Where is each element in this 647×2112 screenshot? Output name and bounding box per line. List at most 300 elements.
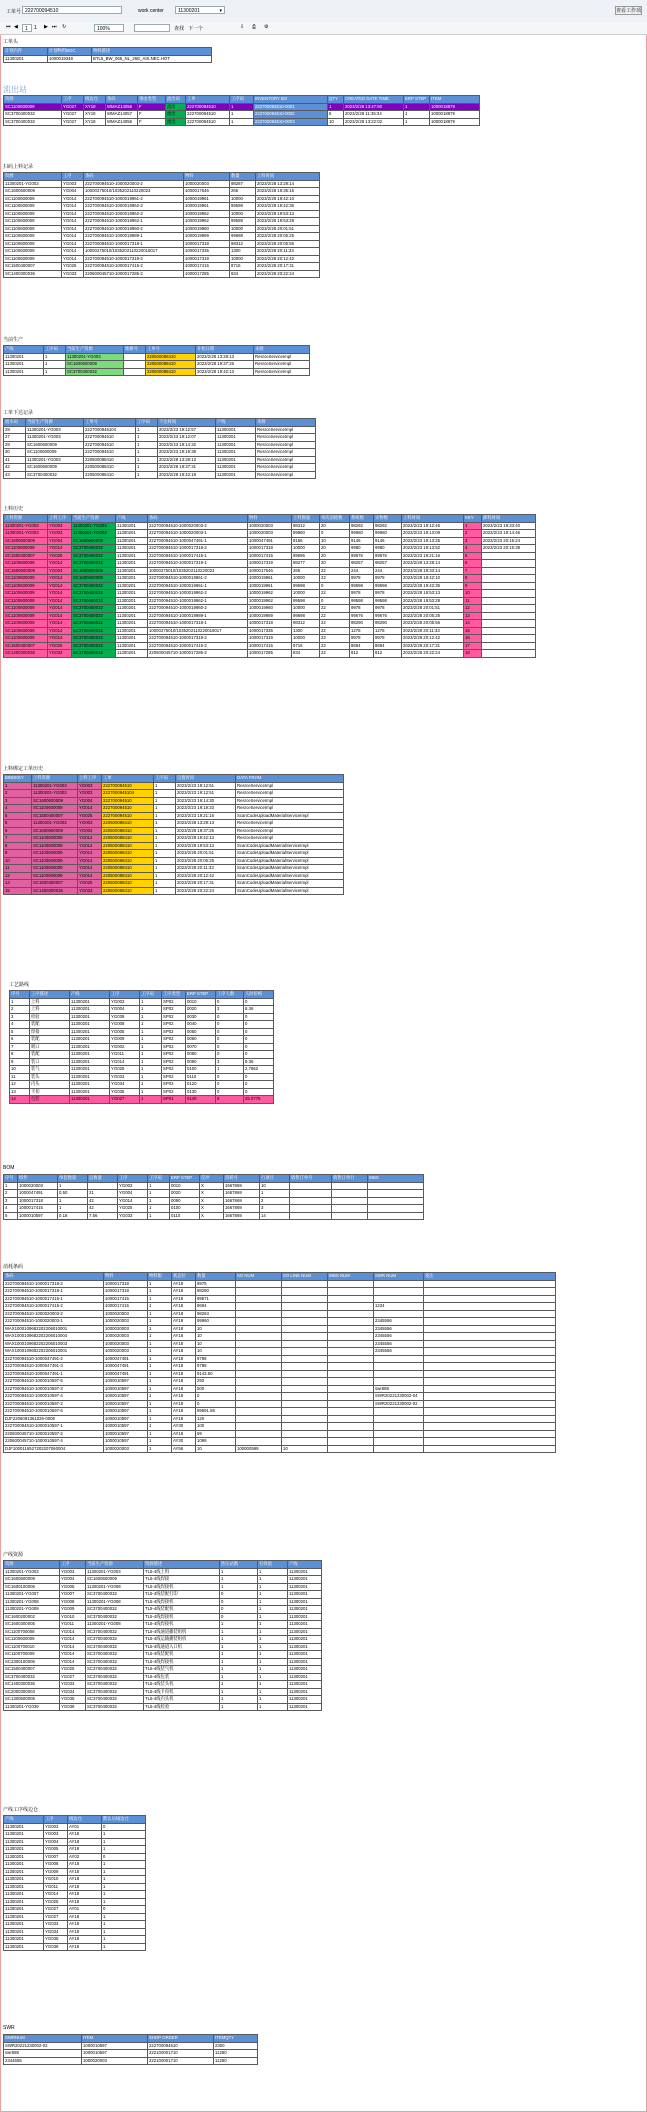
table-cell: 卡扣 — [30, 1088, 70, 1096]
table-row — [4, 1212, 424, 1220]
table-cell: 1 — [148, 1340, 172, 1348]
column-header: 工序码 — [154, 775, 176, 783]
table-cell: 222700094510-1000047491-1 — [4, 1370, 104, 1378]
table-cell: 2345556 — [374, 1333, 424, 1341]
table-cell: 2345556 — [374, 1340, 424, 1348]
table-cell: 220500088410 — [102, 827, 154, 835]
table-cell: 812 — [350, 650, 374, 658]
table-cell: 2023/2/28 19:42:35 — [256, 203, 320, 211]
table-row — [4, 1348, 556, 1356]
table-cell: 1 — [148, 1438, 172, 1446]
table-cell: AY18 — [172, 1385, 196, 1393]
table-cell: 装配 — [30, 1036, 70, 1044]
table-cell: 99598 — [350, 597, 374, 605]
table-cell: 1 — [154, 782, 176, 790]
table-cell: 0 — [216, 1088, 244, 1096]
table-cell: YG027 — [110, 1096, 140, 1104]
column-header: 上料工序 — [78, 775, 102, 783]
prev-page-icon[interactable]: ◀ — [14, 24, 18, 30]
table-cell: SC1100600009 — [32, 857, 78, 865]
table-cell: YG035 — [44, 1936, 68, 1944]
work-center-select[interactable] — [175, 6, 225, 14]
table-cell: 2023/2/28 20:05:25 — [176, 857, 236, 865]
table-cell: 222700094510-1000017415-1 — [148, 552, 248, 560]
column-header: 工序码 — [44, 346, 66, 354]
table-cell: YG014 — [60, 1658, 86, 1666]
scan-table — [3, 172, 320, 278]
table-cell — [124, 361, 146, 369]
last-page-icon[interactable]: ⏭ — [52, 24, 57, 30]
table-cell: ResrceServiceImpl — [254, 353, 310, 361]
table-cell: SC1400300036 — [4, 1681, 60, 1689]
table-cell: YG011 — [44, 1883, 68, 1891]
table-row — [10, 1088, 274, 1096]
table-cell — [236, 1363, 282, 1371]
table-cell: YG025 — [60, 1666, 86, 1674]
table-cell: YG003 — [62, 180, 84, 188]
table-cell: 2023/2/23 19:19:38 — [158, 449, 216, 457]
column-header: WBS — [368, 1175, 424, 1183]
table-cell: 10 — [196, 1340, 236, 1348]
table-cell: 11300201 — [116, 597, 148, 605]
curprod-table — [3, 345, 310, 376]
table-row — [4, 537, 536, 545]
table-cell: 222100001710 — [148, 2057, 214, 2065]
table-cell — [374, 1363, 424, 1371]
table-row — [4, 1378, 556, 1386]
table-cell: 8 — [4, 842, 32, 850]
table-cell: 8 — [10, 1051, 30, 1059]
table-cell: 1 — [148, 1333, 172, 1341]
table-cell: 2023/2/28 20:01:51 — [256, 225, 320, 233]
table-cell: 12 — [4, 872, 32, 880]
table-cell: 1 — [148, 1430, 172, 1438]
settings-icon[interactable]: ⚙ — [264, 24, 269, 30]
table-cell: SC1100600009 — [32, 865, 78, 873]
table-cell: 1000019960 — [248, 605, 292, 613]
table-row — [4, 545, 536, 553]
page-input[interactable]: 1 — [22, 24, 32, 32]
page-total: 1 — [34, 25, 37, 31]
table-cell: 1000017335 — [248, 627, 292, 635]
table-cell: 11300201-YG003 — [32, 782, 78, 790]
table-cell: 1 — [258, 1576, 288, 1584]
table-cell: 11300201 — [216, 434, 256, 442]
table-cell: TL5-4线焊接机 — [144, 1583, 220, 1591]
table-cell: AY30 — [172, 1423, 196, 1431]
query-button[interactable]: 查看工作项 — [616, 8, 642, 14]
table-cell: 2023/2/23 19:14:30 — [176, 797, 236, 805]
table-cell: 2023/2/28 20:22:24 — [402, 650, 464, 658]
table-cell: 1 — [258, 1583, 288, 1591]
column-header: 工序 — [110, 991, 140, 999]
table-cell: 11300201 — [4, 1831, 44, 1839]
table-cell: 11300201 — [4, 1861, 44, 1869]
next-page-icon[interactable]: ▶ — [44, 24, 48, 30]
table-cell: 11300201 — [116, 545, 148, 553]
table-cell — [282, 1348, 328, 1356]
table-cell: SC1100600009 — [4, 605, 48, 613]
table-cell: TL5-4线装配机 — [144, 1606, 220, 1614]
table-cell: SC1100600009 — [4, 560, 48, 568]
table-row — [4, 1430, 556, 1438]
table-cell: 22 — [320, 612, 350, 620]
table-cell: 3 — [4, 797, 32, 805]
table-cell: 99691.56 — [196, 1408, 236, 1416]
table-header-row — [4, 1273, 556, 1281]
table-cell: SC1100600009 — [4, 582, 48, 590]
table-cell: 1 — [44, 353, 66, 361]
table-cell: 222700094510-1000017318-1 — [4, 1288, 104, 1296]
table-cell: 装口 — [30, 1058, 70, 1066]
work-center-label: work center — [138, 8, 164, 14]
table-cell: SC3700400032 — [72, 605, 116, 613]
table-cell: SC3700400032 — [72, 597, 116, 605]
table-cell: 1 — [154, 880, 176, 888]
table-cell: 222700094510-1000019989-1 — [84, 233, 184, 241]
table-row — [4, 103, 480, 111]
first-page-icon[interactable]: ⏮ — [6, 24, 11, 30]
table-cell: 29 — [4, 426, 26, 434]
table-cell: 1 — [260, 1190, 290, 1198]
table-cell — [236, 1423, 282, 1431]
table-cell: 1 — [58, 1205, 88, 1213]
table-cell: 222700094510-1000017319-2 — [148, 635, 248, 643]
table-cell: SC1100600009 — [32, 805, 78, 813]
table-cell: SC1100600009 — [32, 835, 78, 843]
table-cell: 1000020003 — [248, 522, 292, 530]
column-header: 状态位 — [172, 1273, 196, 1281]
table-cell: 0 — [244, 1036, 274, 1044]
table-cell: 11300201 — [288, 1666, 322, 1674]
table-cell: 11300201 — [70, 1088, 110, 1096]
table-cell: 11300201 — [288, 1568, 322, 1576]
table-row — [4, 1838, 146, 1846]
table-cell: YG004 — [78, 827, 102, 835]
table-row — [4, 1295, 556, 1303]
table-cell: 4 — [4, 1205, 18, 1213]
table-cell: 1 — [148, 1295, 172, 1303]
table-cell: 1000010597 — [82, 2042, 148, 2050]
column-header: ITEMQTY — [214, 2035, 258, 2043]
table-cell: 17 — [464, 642, 482, 650]
table-cell: SC1100600009 — [4, 635, 48, 643]
order_head-section-title: 工单头 — [3, 39, 19, 45]
table-cell: 11300201 — [288, 1606, 322, 1614]
table-cell: 1 — [220, 1696, 258, 1704]
table-cell: 220500088410 — [102, 850, 154, 858]
column-header: 当前生产资源 — [66, 346, 124, 354]
table-cell: 1 — [220, 1673, 258, 1681]
table-cell: YG008 — [60, 1598, 86, 1606]
table-cell: 1 — [102, 1891, 146, 1899]
table-cell: 220500088410 — [102, 820, 154, 828]
table-cell: 18 — [464, 650, 482, 658]
table-cell: YG027 — [60, 1673, 86, 1681]
table-cell: 11300201 — [116, 590, 148, 598]
table-row — [4, 1445, 556, 1453]
table-cell: AY18 — [68, 1921, 102, 1929]
table-cell: 2345556 — [374, 1348, 424, 1356]
table-cell: 2 — [4, 1190, 18, 1198]
table-cell: YG003 — [60, 1568, 86, 1576]
table-cell: SC3700400032 — [26, 471, 84, 479]
table-cell: 1 — [154, 835, 176, 843]
table-cell: 1 — [148, 1288, 172, 1296]
table-cell — [282, 1295, 328, 1303]
table-cell: ResrceServiceImpl — [236, 835, 344, 843]
table-cell: YG014 — [60, 1628, 86, 1636]
table-cell: 22 — [320, 605, 350, 613]
table-cell: YG014 — [62, 210, 84, 218]
table-cell: 0 — [320, 530, 350, 538]
table-row — [4, 1673, 322, 1681]
column-header: ITEM — [82, 2035, 148, 2043]
column-header: 物料 — [184, 173, 230, 181]
table-row — [4, 1831, 146, 1839]
table-cell: 1000020003 — [104, 1333, 148, 1341]
table-cell: 11300201 — [216, 471, 256, 479]
table-cell: 1 — [464, 522, 482, 530]
column-header: QTY — [328, 96, 344, 104]
table-cell: 9980 — [374, 545, 402, 553]
column-header: SWR NUM — [374, 1273, 424, 1281]
table-cell: 1000017415 — [248, 642, 292, 650]
table-row — [4, 426, 316, 434]
table-cell: YG010 — [44, 1876, 68, 1884]
column-header: 工序人数 — [216, 991, 244, 999]
table-cell — [328, 1333, 374, 1341]
table-cell: 99571 — [196, 1295, 236, 1303]
table-cell: 1 — [102, 1913, 146, 1921]
table-cell: SC3700400032 — [86, 1606, 144, 1614]
table-cell: ScanCodeUploadMaterialServiceImpl — [236, 872, 344, 880]
table-cell: 0140 — [186, 1096, 216, 1104]
table-cell: 11300201-YG003 — [26, 456, 84, 464]
column-header: 人时价格 — [244, 991, 274, 999]
table-cell: 99598 — [292, 582, 320, 590]
table-header-row — [10, 991, 274, 999]
table-cell — [282, 1438, 328, 1446]
table-cell: 222700094510 — [84, 449, 136, 457]
table-cell: 1 — [140, 1036, 162, 1044]
column-header: 有效值 — [258, 1561, 288, 1569]
table-cell: 20 — [320, 560, 350, 568]
table-cell: YG033 — [118, 1212, 148, 1220]
table-cell — [124, 353, 146, 361]
table-cell: 5 — [464, 552, 482, 560]
table-cell: 1000017318 — [248, 620, 292, 628]
column-header: 上料资源 — [32, 775, 78, 783]
table-cell: 2023/2/28 19:42:13 — [196, 368, 254, 376]
table-cell — [482, 567, 536, 575]
column-header: ERP STEP — [404, 96, 430, 104]
table-cell: TL5-4线装气机 — [144, 1666, 220, 1674]
table-cell: 222700094510-1000020003-2 — [148, 522, 248, 530]
table-cell: SP02 — [162, 1013, 186, 1021]
table-cell: 10000 — [292, 605, 320, 613]
table-cell: 220600045710-1000010597-2 — [4, 1430, 104, 1438]
table-cell: 222700094510-1000017415-1 — [4, 1295, 104, 1303]
table-cell: YG014 — [78, 865, 102, 873]
table-row — [4, 1928, 146, 1936]
table-row — [4, 1415, 556, 1423]
table-cell: 0 — [216, 1013, 244, 1021]
table-cell: ResrceServiceImpl — [256, 426, 316, 434]
table-header-row — [4, 173, 320, 181]
table-cell — [328, 1378, 374, 1386]
table-cell — [236, 1340, 282, 1348]
table-row — [4, 180, 320, 188]
table-cell: 222700094510 — [102, 805, 154, 813]
table-row — [4, 620, 536, 628]
table-cell: YG014 — [48, 575, 72, 583]
table-cell — [290, 1190, 332, 1198]
table-cell: SC3700400032 — [86, 1696, 144, 1704]
table-cell — [236, 1280, 282, 1288]
table-cell: AY18 — [172, 1295, 196, 1303]
table-cell: 11300201 — [4, 1853, 44, 1861]
table-cell: 1 — [148, 1303, 172, 1311]
table-row — [4, 835, 344, 843]
table-cell: 220600045710-1000017285-2 — [84, 270, 184, 278]
table-row — [4, 820, 344, 828]
table-cell: 222700094510-1000019961-2 — [148, 575, 248, 583]
table-cell: 220500088410 — [102, 865, 154, 873]
table-cell: 流出 — [166, 103, 186, 111]
table-cell: 3 — [216, 1058, 244, 1066]
table-cell: 11300201 — [4, 1868, 44, 1876]
table-cell: 0 — [216, 1028, 244, 1036]
table-cell: 装头 — [30, 1073, 70, 1081]
table-cell: 0030 — [186, 1013, 216, 1021]
table-cell: 1 — [136, 464, 158, 472]
table-cell: AY18 — [68, 1913, 102, 1921]
table-cell: 222700094510-0002 — [254, 111, 328, 119]
table-cell: AY18 — [172, 1280, 196, 1288]
table-cell: 41 — [4, 456, 26, 464]
export-icon[interactable]: ⇩ — [240, 24, 245, 30]
table-cell: SC3700400032 — [86, 1651, 144, 1659]
table-cell — [424, 1378, 556, 1386]
table-cell: AY18 — [172, 1370, 196, 1378]
table-cell: 3 — [464, 537, 482, 545]
table-cell: 29 — [4, 441, 26, 449]
column-header: 事由类型 — [138, 96, 166, 104]
table-cell: AY18 — [172, 1363, 196, 1371]
table-cell: 11300201-YG003 — [32, 790, 78, 798]
table-cell — [290, 1212, 332, 1220]
scan-section-title: 扫码上料记录 — [3, 164, 34, 170]
table-cell: 2227000945104 — [84, 426, 136, 434]
table-cell: 3 — [216, 1006, 244, 1014]
table-cell: 1 — [102, 1861, 146, 1869]
table-cell: 98287 — [230, 180, 256, 188]
switch-section-title: 工单下达记录 — [3, 410, 34, 416]
table-cell: SC1100600009 — [4, 203, 62, 211]
find-input[interactable] — [134, 24, 170, 32]
table-row — [4, 1891, 146, 1899]
table-cell — [236, 1385, 282, 1393]
table-cell — [482, 650, 536, 658]
table-cell: YG005 — [44, 1846, 68, 1854]
table-cell: 1000017319 — [248, 560, 292, 568]
table-cell: 1 — [148, 1370, 172, 1378]
table-cell: SC3700400032 — [86, 1658, 144, 1666]
table-cell: 266 — [230, 188, 256, 196]
table-cell: 100000599 — [236, 1445, 282, 1453]
table-cell: 220500088410 — [102, 872, 154, 880]
table-row — [4, 1576, 322, 1584]
table-cell: 11300201 — [288, 1688, 322, 1696]
table-cell — [236, 1408, 282, 1416]
table-cell: TL5-4线运输播装组机 — [144, 1636, 220, 1644]
table-row — [4, 1310, 556, 1318]
swr-section-title: SWR — [3, 2025, 15, 2031]
table-cell: 1000019961 — [248, 582, 292, 590]
table-row — [4, 441, 316, 449]
table-cell — [374, 1295, 424, 1303]
table-cell: SC1600600009 — [26, 464, 84, 472]
table-cell: 1 — [220, 1583, 258, 1591]
column-header: 销售订单行 — [332, 1175, 368, 1183]
table-cell: 1000020003 — [104, 1318, 148, 1326]
table-cell: 22 — [320, 590, 350, 598]
table-cell: 0 — [244, 1013, 274, 1021]
table-row — [4, 449, 316, 457]
work-order-input[interactable]: 222700094510 — [22, 6, 122, 14]
print-icon[interactable]: ⎙ — [252, 24, 257, 30]
table-cell: 1 — [102, 1876, 146, 1884]
table-cell: 99598 — [374, 582, 402, 590]
table-cell: 0110 — [186, 1073, 216, 1081]
table-cell: YG014 — [48, 635, 72, 643]
table-row — [4, 782, 344, 790]
table-cell: 1000047491 — [104, 1355, 148, 1363]
table-cell: 0010 — [186, 998, 216, 1006]
table-header-row — [4, 515, 536, 523]
table-cell: 2023/2/28 19:42:10 — [402, 575, 464, 583]
table-cell: 11300201 — [116, 537, 148, 545]
table-cell: YG014 — [62, 203, 84, 211]
table-cell — [282, 1310, 328, 1318]
table-cell: 9143.50 — [196, 1370, 236, 1378]
table-cell: 222700094510-1000019960-2 — [148, 605, 248, 613]
table-cell — [124, 368, 146, 376]
table-cell: SC1100600009 — [26, 449, 84, 457]
table-row — [4, 1876, 146, 1884]
table-cell: 0 — [196, 1400, 236, 1408]
table-cell: 1 — [404, 111, 430, 119]
table-cell: 1 — [102, 1868, 146, 1876]
table-cell: 1 — [140, 1073, 162, 1081]
table-cell: SC1400300036 — [4, 650, 48, 658]
table-cell: YG025 — [48, 642, 72, 650]
table-cell: AY18 — [68, 1891, 102, 1899]
table-cell: YG004 — [44, 1838, 68, 1846]
refresh-icon[interactable]: ↻ — [62, 24, 67, 30]
table-cell: YG025 — [44, 1898, 68, 1906]
table-cell: 0 — [244, 1051, 274, 1059]
table-cell: WMAZ14056 — [106, 118, 138, 126]
zoom-select[interactable]: 100% — [94, 24, 124, 32]
find-link[interactable]: 查找 — [174, 26, 185, 32]
column-header: 产线 — [216, 419, 256, 427]
table-cell — [424, 1295, 556, 1303]
find-next-link[interactable]: 下一个 — [188, 26, 204, 32]
table-cell: 1000017415 — [104, 1303, 148, 1311]
table-cell: 1 — [4, 782, 32, 790]
